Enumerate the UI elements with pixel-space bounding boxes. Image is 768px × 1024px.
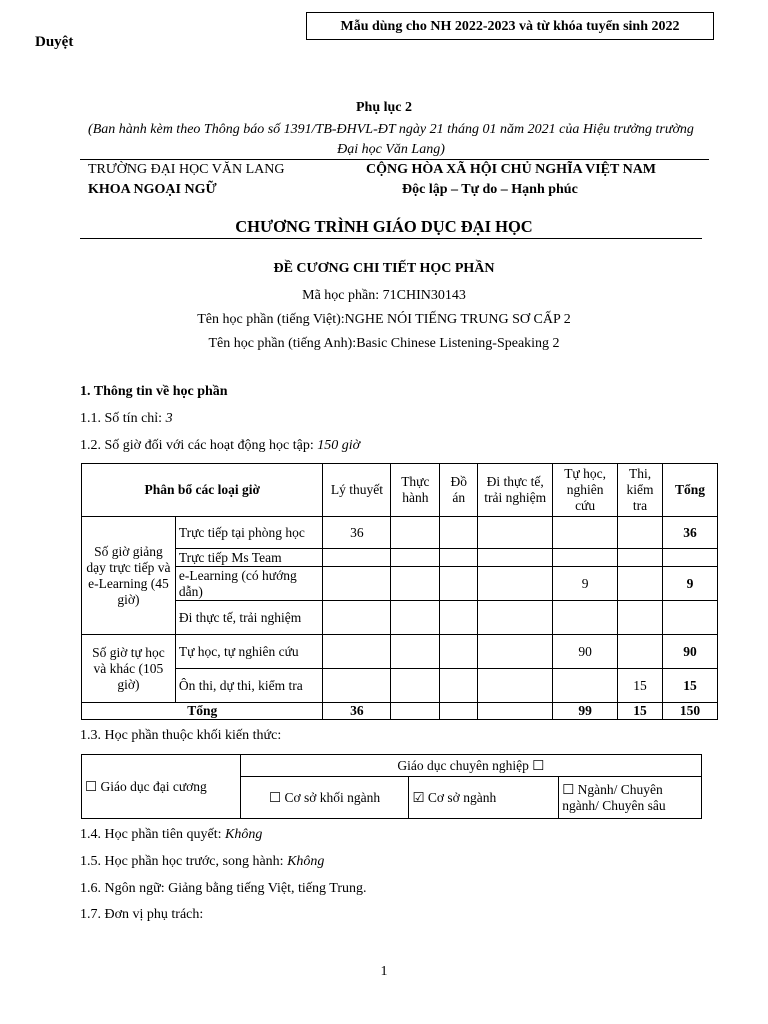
table-row — [82, 517, 718, 549]
total-theory: 36 — [323, 703, 391, 720]
header-self-study: Tự học, nghiên cứu — [553, 464, 618, 517]
group-direct-teaching: Số giờ giảng dạy trực tiếp và e-Learning (45 giờ) — [82, 517, 176, 635]
credits-label: 1.1. Số tín chỉ: — [80, 411, 166, 426]
hours-label: 1.2. Số giờ đối với các hoạt động học tập: — [80, 438, 318, 453]
page-number: 1 — [380, 964, 388, 979]
professional-education-option[interactable]: Giáo dục chuyên nghiệp ☐ — [240, 755, 701, 777]
header-practice: Thực hành — [391, 464, 440, 517]
option-major-specialized[interactable]: ☐ Ngành/ Chuyên ngành/ Chuyên sâu — [559, 777, 702, 819]
row-label: Trực tiếp tại phòng học — [175, 517, 323, 549]
cell-total: 90 — [663, 635, 718, 669]
table-row — [82, 601, 718, 635]
appendix-title: Phụ lục 2 — [355, 100, 412, 115]
header-allocation: Phân bổ các loại giờ — [82, 464, 323, 517]
appendix-note: (Ban hành kèm theo Thông báo số 1391/TB-ĐHVL-ĐT ngày 21 tháng 01 năm 2021 của Hiệu trưởng trường Đại học Văn Lang) — [88, 122, 694, 157]
table-row — [82, 549, 718, 567]
knowledge-block-label: 1.3. Học phần thuộc khối kiến thức: — [80, 728, 282, 743]
header-project: Đồ án — [440, 464, 478, 517]
cell-self-study: 9 — [553, 567, 618, 601]
language-line: 1.6. Ngôn ngữ: Giảng bằng tiếng Việt, tiếng Trung. — [80, 881, 367, 896]
table-row — [82, 669, 718, 703]
course-title: ĐỀ CƯƠNG CHI TIẾT HỌC PHẦN — [273, 261, 495, 276]
cell-exam: 15 — [618, 669, 663, 703]
course-name-vi: Tên học phần (tiếng Việt):NGHE NÓI TIẾNG TRUNG SƠ CẤP 2 — [197, 312, 571, 327]
section-1-heading: 1. Thông tin về học phần — [80, 384, 228, 399]
cell-total: 9 — [663, 567, 718, 601]
total-self-study: 99 — [553, 703, 618, 720]
total-exam: 15 — [618, 703, 663, 720]
faculty-name: KHOA NGOẠI NGỮ — [88, 182, 217, 197]
option-basic-major[interactable]: ☑ Cơ sở ngành — [409, 777, 559, 819]
header-divider-top — [80, 159, 709, 160]
general-education-option[interactable]: ☐ Giáo dục đại cương — [82, 755, 241, 819]
credits-line — [80, 411, 173, 427]
republic-name: CỘNG HÒA XÃ HỘI CHỦ NGHĨA VIỆT NAM — [366, 162, 657, 177]
row-label: e-Learning (có hướng dẫn) — [175, 567, 323, 601]
course-code: Mã học phần: 71CHIN30143 — [302, 288, 466, 303]
row-label: Trực tiếp Ms Team — [175, 549, 323, 567]
prior-course-value: Không — [287, 854, 325, 869]
hours-line — [80, 438, 360, 454]
credits-value: 3 — [165, 411, 173, 426]
row-label: Ôn thi, dự thi, kiểm tra — [175, 669, 323, 703]
template-banner: Mẫu dùng cho NH 2022-2023 và từ khóa tuyển sinh 2022 — [306, 12, 714, 40]
row-label: Tự học, tự nghiên cứu — [175, 635, 323, 669]
header-total: Tổng — [663, 464, 718, 517]
prerequisite-line — [80, 827, 262, 843]
row-label: Đi thực tế, trải nghiệm — [175, 601, 323, 635]
cell-theory: 36 — [323, 517, 391, 549]
main-title: CHƯƠNG TRÌNH GIÁO DỤC ĐẠI HỌC — [235, 217, 533, 236]
header-theory: Lý thuyết — [323, 464, 391, 517]
prerequisite-value: Không — [225, 827, 263, 842]
title-underline — [80, 238, 702, 239]
approved-label: Duyệt — [35, 34, 74, 50]
table-row — [82, 635, 718, 669]
university-name: TRƯỜNG ĐẠI HỌC VĂN LANG — [88, 162, 285, 177]
total-label: Tổng — [82, 703, 323, 720]
cell-total: 15 — [663, 669, 718, 703]
cell-total: 36 — [663, 517, 718, 549]
total-total: 150 — [663, 703, 718, 720]
hours-allocation-table — [81, 463, 718, 720]
prior-course-label: 1.5. Học phần học trước, song hành: — [80, 854, 288, 869]
group-self-study: Số giờ tự học và khác (105 giờ) — [82, 635, 176, 703]
table-row — [82, 567, 718, 601]
hours-value: 150 giờ — [317, 438, 361, 453]
table-total-row — [82, 703, 718, 720]
header-field: Đi thực tế, trải nghiệm — [478, 464, 553, 517]
prerequisite-label: 1.4. Học phần tiên quyết: — [80, 827, 226, 842]
cell-self-study: 90 — [553, 635, 618, 669]
prior-course-line — [80, 854, 324, 870]
department-line: 1.7. Đơn vị phụ trách: — [80, 907, 204, 922]
knowledge-block-table — [81, 754, 702, 819]
motto: Độc lập – Tự do – Hạnh phúc — [402, 182, 578, 197]
option-basic-sector[interactable]: ☐ Cơ sở khối ngành — [240, 777, 409, 819]
course-name-en: Tên học phần (tiếng Anh):Basic Chinese Listening-Speaking 2 — [208, 336, 560, 351]
header-exam: Thi, kiểm tra — [618, 464, 663, 517]
